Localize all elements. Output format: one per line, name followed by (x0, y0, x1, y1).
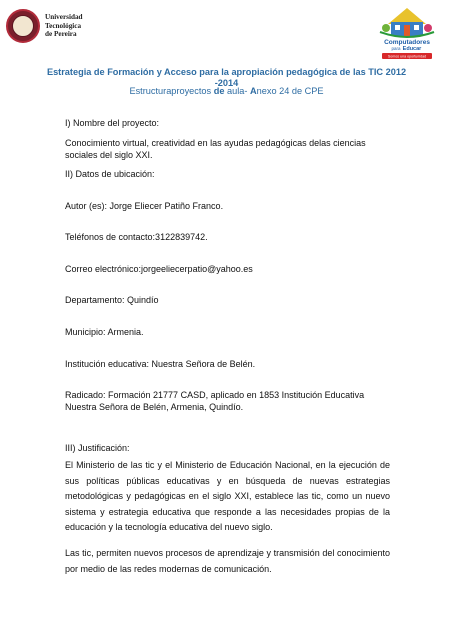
email-field: Correo electrónico:jorgeeliecerpatio@yahoo.es (65, 264, 253, 274)
section-heading-justificacion: III) Justificación: (65, 443, 130, 453)
university-seal-icon (6, 9, 40, 43)
university-logo (6, 8, 146, 44)
logo-text-computadores: Computadores (384, 39, 430, 46)
author-field: Autor (es): Jorge Eliecer Patiño Franco. (65, 201, 224, 211)
logo-text-educar: Educar (402, 46, 422, 52)
document-title: Estrategia de Formación y Acceso para la apropiación pedagógica de las TIC 2012 -2014 (46, 67, 407, 88)
school-building-logo-icon (374, 2, 440, 62)
university-name: Universidad Tecnológica de Pereira (45, 13, 83, 39)
institution-field: Institución educativa: Nuestra Señora de Belén. (65, 359, 256, 369)
computadores-para-educar-logo (374, 2, 440, 62)
filing-field: Radicado: Formación 21777 CASD, aplicado en 1853 Institución Educativa Nuestra Señora de Belén, Armenia, Quindío. (65, 390, 365, 412)
phone-field: Teléfonos de contacto:3122839742. (65, 232, 208, 242)
document-subtitle: Estructuraproyectos de aula- Anexo 24 de CPE (129, 86, 324, 96)
section-heading-ubicacion: II) Datos de ubicación: (65, 169, 155, 179)
justification-paragraph-2: Las tic, permiten nuevos procesos de aprendizaje y transmisión del conocimiento por medio de las redes modernas de comunicación. (65, 548, 390, 574)
department-field: Departamento: Quindío (65, 295, 159, 305)
logo-banner-text: Somos una oportunidad (387, 54, 427, 59)
logo-text-para: para (391, 46, 401, 51)
justification-paragraph-1: El Ministerio de las tic y el Ministerio de Educación Nacional, en la ejecución de sus políticas públicas educativas y en búsqueda de nuevas estrategias metodológicas y pedagógicas en el siglo XXI, establece las tic, como un nuevo sistema y estrategia educativa que responde a las necesidades propias de la educación y la tecnología educativa del nuevo siglo. (65, 460, 390, 532)
project-name: Conocimiento virtual, creatividad en las ayudas pedagógicas delas ciencias sociales del siglo XXI. (65, 138, 366, 160)
municipality-field: Municipio: Armenia. (65, 327, 144, 337)
section-heading-nombre: I) Nombre del proyecto: (65, 118, 160, 128)
